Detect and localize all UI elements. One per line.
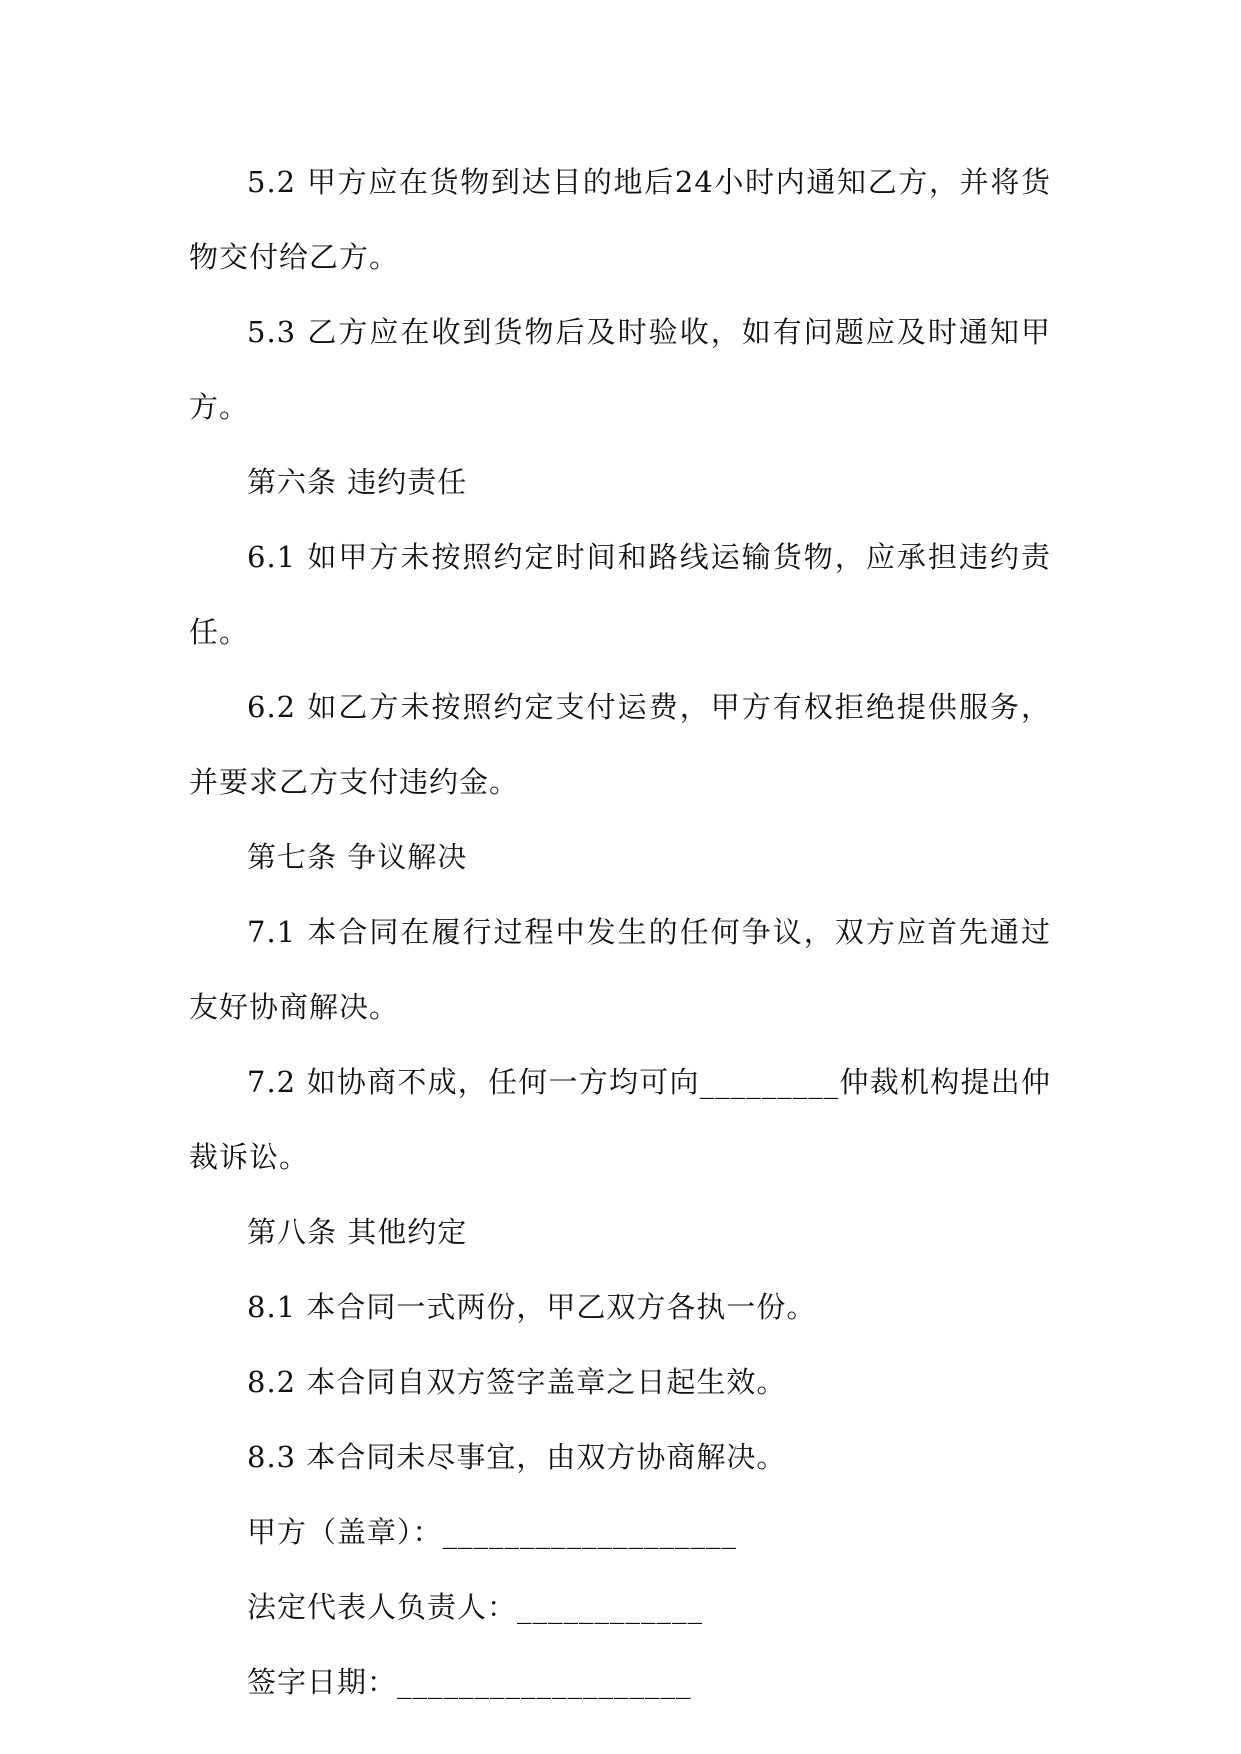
clause-5-3: 5.3 乙方应在收到货物后及时验收，如有问题应及时通知甲方。 [189,315,1051,424]
article-7-heading: 第七条 争议解决 [247,840,468,874]
document-body [189,145,1051,1720]
clause-8-3: 8.3 本合同未尽事宜，由双方协商解决。 [247,1440,787,1474]
clause-7-1: 7.1 本合同在履行过程中发生的任何争议，双方应首先通过友好协商解决。 [189,915,1051,1024]
article-6-heading: 第六条 违约责任 [247,465,468,499]
clause-6-2: 6.2 如乙方未按照约定支付运费，甲方有权拒绝提供服务，并要求乙方支付违约金。 [189,690,1051,799]
clause-8-2: 8.2 本合同自双方签字盖章之日起生效。 [247,1365,787,1399]
party-a-seal-line: 甲方（盖章）：___________________ [247,1515,738,1549]
clause-6-1: 6.1 如甲方未按照约定时间和路线运输货物，应承担违约责任。 [189,540,1051,649]
legal-representative-line: 法定代表人负责人：____________ [247,1590,704,1624]
clause-8-1: 8.1 本合同一式两份，甲乙双方各执一份。 [247,1290,817,1324]
clause-7-2: 7.2 如协商不成，任何一方均可向_________仲裁机构提出仲裁诉讼。 [189,1065,1051,1174]
clause-5-2: 5.2 甲方应在货物到达目的地后24小时内通知乙方，并将货物交付给乙方。 [189,165,1051,274]
article-8-heading: 第八条 其他约定 [247,1215,468,1249]
sign-date-line: 签字日期：___________________ [247,1665,692,1699]
